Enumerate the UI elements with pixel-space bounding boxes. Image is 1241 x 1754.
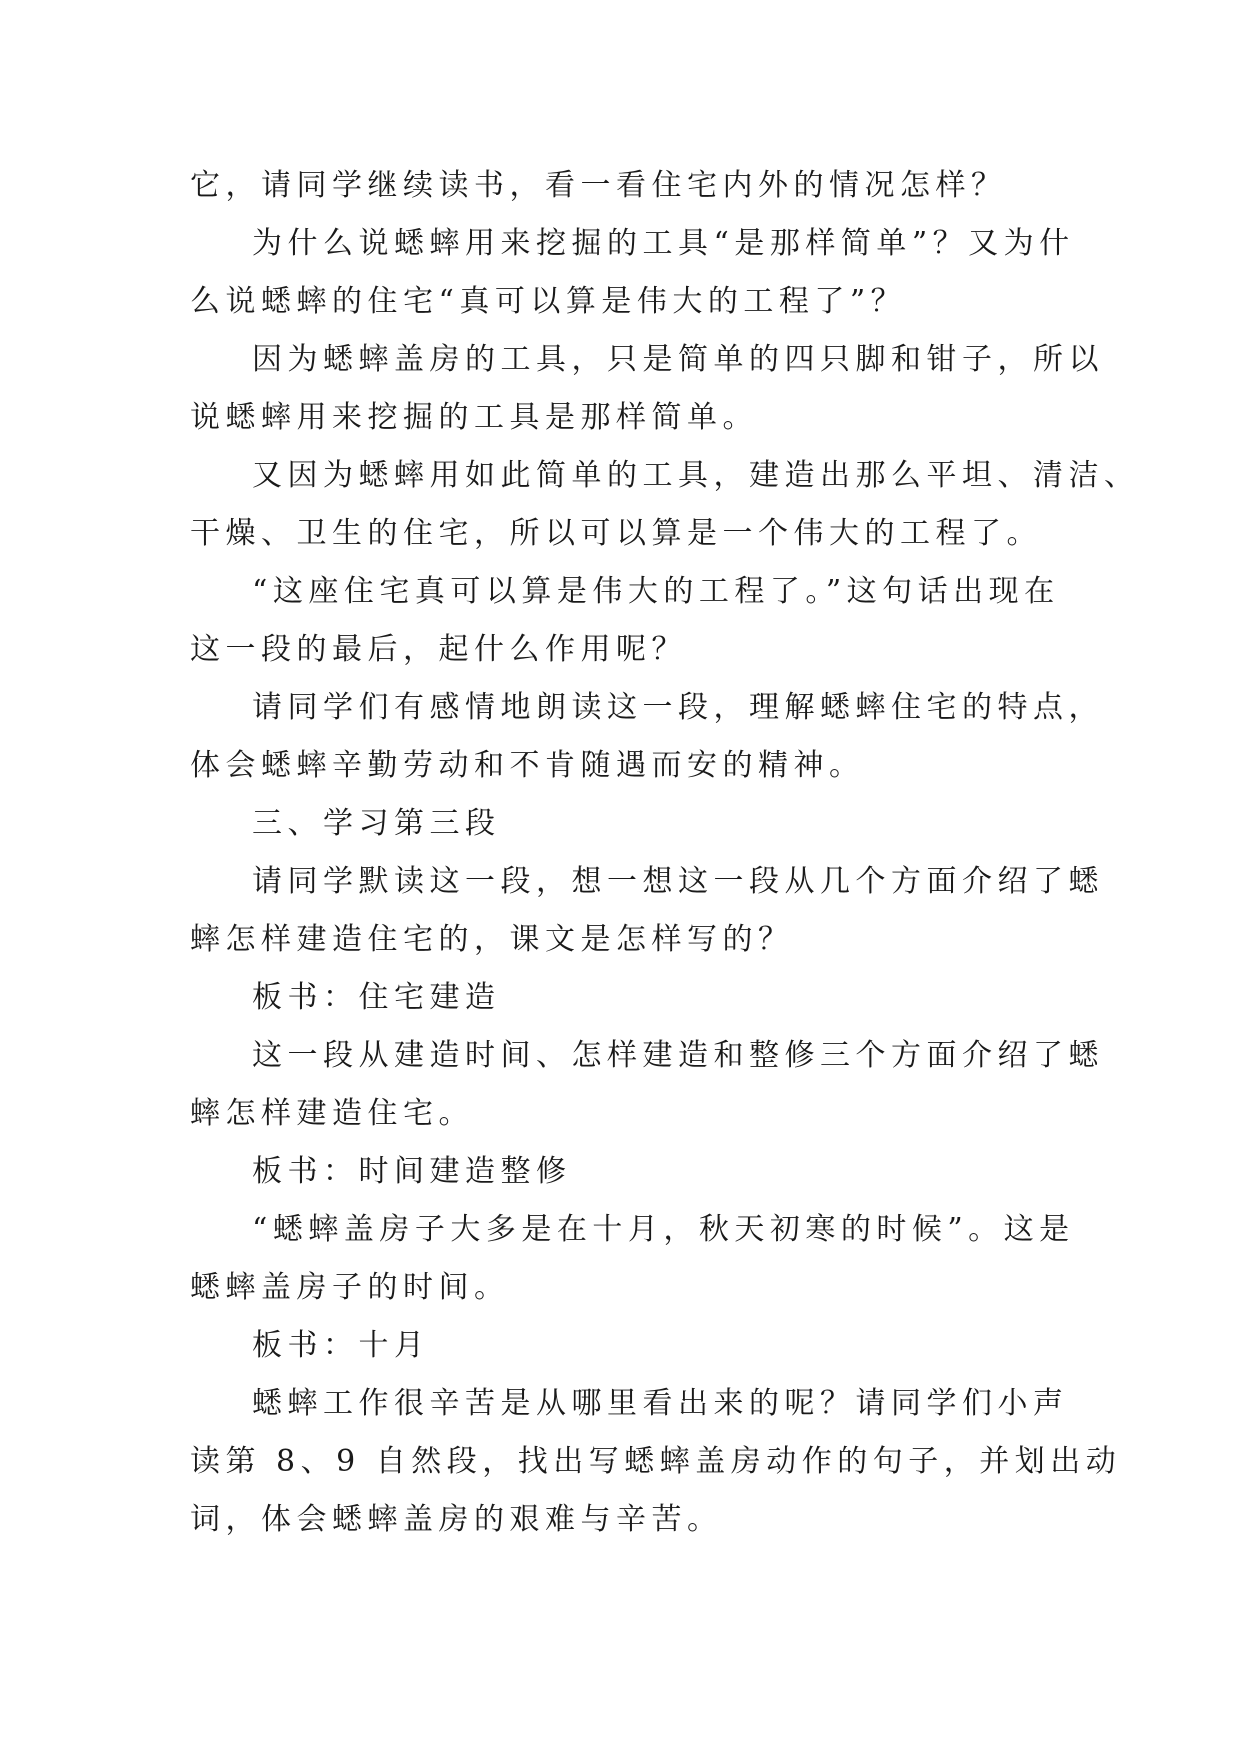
board-note: 板书：时间建造整修 [252,1154,572,1189]
text-line: 体会蟋蟀辛勤劳动和不肯随遇而安的精神。 [190,748,865,783]
text-line: 蟋蟀盖房子的时间。 [190,1270,510,1305]
text-line: 蟀怎样建造住宅的，课文是怎样写的？ [190,922,794,957]
text-line: 么说蟋蟀的住宅“真可以算是伟大的工程了”？ [190,284,907,319]
text-line: 这一段从建造时间、怎样建造和整修三个方面介绍了蟋 [252,1038,1104,1073]
text-line: 蟋蟀工作很辛苦是从哪里看出来的呢？请同学们小声 [252,1386,1069,1421]
text-line: 请同学默读这一段，想一想这一段从几个方面介绍了蟋 [252,864,1104,899]
text-line: 词，体会蟋蟀盖房的艰难与辛苦。 [190,1502,723,1537]
text-line: 请同学们有感情地朗读这一段，理解蟋蟀住宅的特点， [252,690,1104,725]
text-line: 这一段的最后，起什么作用呢？ [190,632,687,667]
section-heading: 三、学习第三段 [252,806,501,841]
board-note: 板书：十月 [252,1328,430,1363]
text-line: “蟋蟀盖房子大多是在十月，秋天初寒的时候”。这是 [252,1212,1075,1247]
text-line: 因为蟋蟀盖房的工具，只是简单的四只脚和钳子，所以 [252,342,1104,377]
text-line: 蟀怎样建造住宅。 [190,1096,474,1131]
text-line: 干燥、卫生的住宅，所以可以算是一个伟大的工程了。 [190,516,1042,551]
text-line: 为什么说蟋蟀用来挖掘的工具“是那样简单”？又为什 [252,226,1075,261]
document-body [190,157,1140,1549]
text-line: 说蟋蟀用来挖掘的工具是那样简单。 [190,400,758,435]
text-line: 它，请同学继续读书，看一看住宅内外的情况怎样？ [190,168,1007,203]
text-line: 读第 8、9 自然段，找出写蟋蟀盖房动作的句子，并划出动 [190,1444,1122,1479]
text-line: 又因为蟋蟀用如此简单的工具，建造出那么平坦、清洁、 [252,458,1140,493]
text-line: “这座住宅真可以算是伟大的工程了。”这句话出现在 [252,574,1060,609]
board-note: 板书：住宅建造 [252,980,501,1015]
